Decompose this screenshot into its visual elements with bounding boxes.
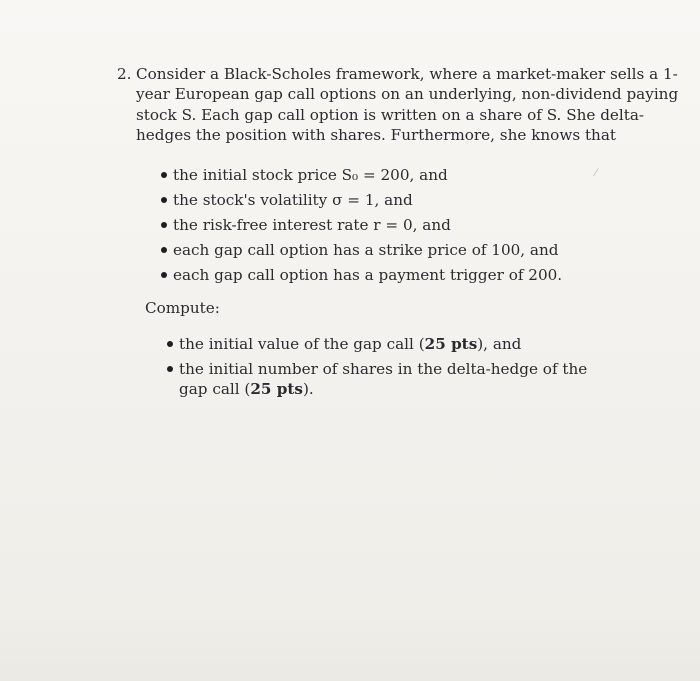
condition-item-initial-price — [161, 165, 621, 190]
conditions-list — [161, 165, 621, 290]
condition-item-strike-price — [161, 240, 621, 265]
bullet-icon — [167, 366, 173, 372]
task-suffix: ). — [302, 380, 314, 398]
condition-item-risk-free-rate — [161, 215, 621, 240]
condition-text: each gap call option has a strike price of 100, and — [173, 241, 559, 259]
task-points: 25 pts — [250, 380, 303, 398]
condition-text: the stock's volatility σ = 1, and — [173, 191, 413, 209]
compute-heading: Compute: — [145, 299, 220, 317]
bullet-icon — [161, 172, 167, 178]
task-item-gap-call-value — [167, 334, 597, 354]
bullet-icon — [161, 222, 167, 228]
bullet-icon — [167, 341, 173, 347]
problem-number: 2. — [117, 65, 132, 83]
intro-line-4: hedges the position with shares. Furthermore, she knows that — [136, 126, 616, 145]
task-suffix: ), and — [477, 335, 522, 353]
intro-line-3: stock S. Each gap call option is written on a share of S. She delta- — [136, 105, 645, 124]
intro-line-1: Consider a Black-Scholes framework, where a market-maker sells a 1- — [136, 65, 678, 83]
task-prefix: the initial value of the gap call ( — [179, 335, 425, 353]
condition-text: the initial stock price S₀ = 200, and — [173, 166, 448, 184]
task-item-delta-hedge-shares — [167, 359, 597, 399]
stray-pen-mark: ⁄ — [595, 168, 597, 179]
task-text — [179, 334, 597, 354]
bullet-icon — [161, 247, 167, 253]
condition-text: each gap call option has a payment trigger of 200. — [173, 266, 563, 284]
bullet-icon — [161, 272, 167, 278]
condition-item-volatility — [161, 190, 621, 215]
intro-line-2: year European gap call options on an underlying, non-dividend paying — [136, 85, 679, 104]
tasks-list — [167, 334, 597, 404]
condition-item-payment-trigger — [161, 265, 621, 290]
problem-intro — [136, 64, 679, 146]
task-points: 25 pts — [424, 335, 478, 353]
condition-text: the risk-free interest rate r = 0, and — [173, 216, 451, 234]
paper-shadow — [0, 610, 700, 681]
bullet-icon — [161, 197, 167, 203]
task-prefix: the initial number of shares in the delta-hedge of the gap call ( — [179, 360, 588, 398]
task-text — [179, 359, 597, 399]
